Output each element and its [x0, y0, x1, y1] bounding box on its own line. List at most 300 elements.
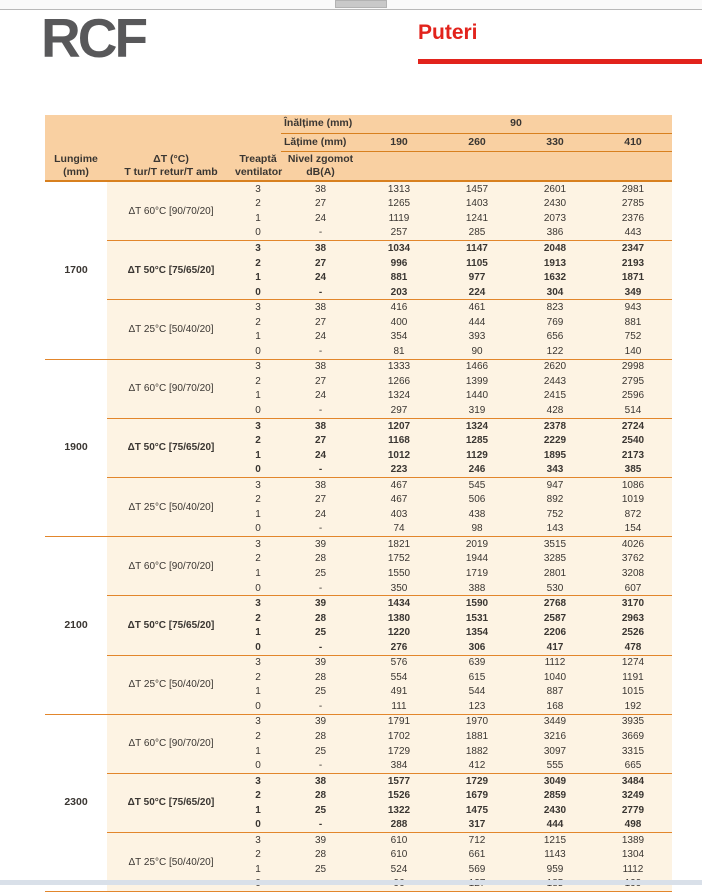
- p330-cell: 3216: [516, 729, 594, 744]
- treapta-cell: 1: [235, 625, 281, 640]
- p260-cell: 388: [438, 581, 516, 596]
- p330-cell: 3049: [516, 773, 594, 788]
- p410-cell: 2526: [594, 625, 672, 640]
- p190-cell: 81: [360, 344, 438, 359]
- p190-cell: 1380: [360, 611, 438, 626]
- col-header-delta-t: [107, 152, 235, 182]
- treapta-cell: 1: [235, 270, 281, 285]
- treapta-cell: 3: [235, 714, 281, 729]
- p410-cell: 2779: [594, 803, 672, 818]
- zgomot-cell: 27: [281, 315, 360, 330]
- p260-cell: 319: [438, 403, 516, 418]
- p190-cell: 1752: [360, 552, 438, 567]
- p410-cell: 192: [594, 699, 672, 714]
- delta-t-cell: ΔT 60°C [90/70/20]: [107, 714, 235, 773]
- p330-cell: 386: [516, 226, 594, 241]
- p190-cell: 1266: [360, 374, 438, 389]
- zgomot-cell: 24: [281, 448, 360, 463]
- p190-cell: 416: [360, 300, 438, 315]
- lungime-cell: 2100: [45, 537, 107, 715]
- p330-cell: 1913: [516, 256, 594, 271]
- p260-cell: 545: [438, 477, 516, 492]
- treapta-cell: 0: [235, 226, 281, 241]
- p190-cell: 354: [360, 329, 438, 344]
- zgomot-cell: 38: [281, 300, 360, 315]
- p410-cell: 478: [594, 640, 672, 655]
- p260-cell: 461: [438, 300, 516, 315]
- p410-cell: 3762: [594, 552, 672, 567]
- p330-cell: 3449: [516, 714, 594, 729]
- treapta-cell: 3: [235, 418, 281, 433]
- treapta-cell: 0: [235, 640, 281, 655]
- zgomot-cell: 25: [281, 625, 360, 640]
- zgomot-cell: 24: [281, 389, 360, 404]
- p410-cell: 2795: [594, 374, 672, 389]
- p260-cell: 246: [438, 462, 516, 477]
- p190-cell: 610: [360, 848, 438, 863]
- treapta-cell: 1: [235, 329, 281, 344]
- p410-cell: 1304: [594, 848, 672, 863]
- p190-cell: 467: [360, 492, 438, 507]
- p410-cell: 514: [594, 403, 672, 418]
- header-line: Lungime: [54, 153, 98, 166]
- p410-cell: 607: [594, 581, 672, 596]
- zgomot-cell: 39: [281, 714, 360, 729]
- p190-cell: 403: [360, 507, 438, 522]
- treapta-cell: 1: [235, 566, 281, 581]
- p330-cell: 304: [516, 285, 594, 300]
- p330-cell: 143: [516, 522, 594, 537]
- zgomot-cell: 27: [281, 197, 360, 212]
- zgomot-cell: 27: [281, 433, 360, 448]
- p410-cell: 3315: [594, 744, 672, 759]
- p260-cell: 569: [438, 862, 516, 877]
- p330-cell: 1143: [516, 848, 594, 863]
- p410-cell: 2981: [594, 181, 672, 197]
- zgomot-cell: 38: [281, 773, 360, 788]
- p260-cell: 285: [438, 226, 516, 241]
- bottom-strip: [0, 880, 702, 885]
- p330-cell: 2430: [516, 803, 594, 818]
- header-line: ventilator: [235, 165, 283, 178]
- p410-cell: 1191: [594, 670, 672, 685]
- p260-cell: 438: [438, 507, 516, 522]
- delta-t-cell: ΔT 25°C [50/40/20]: [107, 655, 235, 714]
- zgomot-cell: 39: [281, 537, 360, 552]
- treapta-cell: 0: [235, 699, 281, 714]
- zgomot-cell: 28: [281, 670, 360, 685]
- p190-cell: 1012: [360, 448, 438, 463]
- treapta-cell: 3: [235, 241, 281, 256]
- delta-t-cell: ΔT 25°C [50/40/20]: [107, 300, 235, 359]
- treapta-cell: 0: [235, 285, 281, 300]
- p260-cell: 506: [438, 492, 516, 507]
- treapta-cell: 2: [235, 670, 281, 685]
- p330-cell: 2768: [516, 596, 594, 611]
- treapta-cell: 0: [235, 758, 281, 773]
- table-row: [45, 537, 672, 552]
- header-row-columns: [45, 152, 672, 182]
- p260-cell: 317: [438, 818, 516, 833]
- width-col-190: 190: [360, 133, 438, 152]
- zgomot-cell: 25: [281, 862, 360, 877]
- p410-cell: 498: [594, 818, 672, 833]
- header-blank: [45, 133, 281, 152]
- header-line: T tur/T retur/T amb: [124, 165, 218, 178]
- treapta-cell: 1: [235, 507, 281, 522]
- p190-cell: 1577: [360, 773, 438, 788]
- delta-t-cell: ΔT 50°C [75/65/20]: [107, 596, 235, 655]
- p190-cell: 554: [360, 670, 438, 685]
- p260-cell: 1354: [438, 625, 516, 640]
- table-row: [45, 655, 672, 670]
- zgomot-cell: 39: [281, 655, 360, 670]
- treapta-cell: 2: [235, 848, 281, 863]
- p190-cell: 524: [360, 862, 438, 877]
- treapta-cell: 2: [235, 197, 281, 212]
- zgomot-cell: 38: [281, 359, 360, 374]
- p190-cell: 1526: [360, 788, 438, 803]
- zgomot-cell: -: [281, 462, 360, 477]
- p190-cell: 111: [360, 699, 438, 714]
- zgomot-cell: 39: [281, 596, 360, 611]
- treapta-cell: 0: [235, 462, 281, 477]
- p330-cell: 343: [516, 462, 594, 477]
- header-line: Treaptă: [239, 153, 277, 166]
- p410-cell: 2785: [594, 197, 672, 212]
- treapta-cell: 2: [235, 788, 281, 803]
- p330-cell: 2587: [516, 611, 594, 626]
- p410-cell: 881: [594, 315, 672, 330]
- p330-cell: 887: [516, 685, 594, 700]
- p190-cell: 491: [360, 685, 438, 700]
- p410-cell: 1389: [594, 833, 672, 848]
- delta-t-cell: ΔT 50°C [75/65/20]: [107, 418, 235, 477]
- p330-cell: 2378: [516, 418, 594, 433]
- p410-cell: 3935: [594, 714, 672, 729]
- zgomot-cell: 28: [281, 788, 360, 803]
- p330-cell: 3285: [516, 552, 594, 567]
- treapta-cell: 1: [235, 448, 281, 463]
- delta-t-cell: ΔT 50°C [75/65/20]: [107, 241, 235, 300]
- treapta-cell: 3: [235, 833, 281, 848]
- p410-cell: 2376: [594, 211, 672, 226]
- p330-cell: 122: [516, 344, 594, 359]
- p190-cell: 1207: [360, 418, 438, 433]
- p330-cell: 2801: [516, 566, 594, 581]
- zgomot-cell: -: [281, 818, 360, 833]
- p260-cell: 393: [438, 329, 516, 344]
- title-underline: [418, 59, 702, 64]
- p330-cell: 2206: [516, 625, 594, 640]
- zgomot-cell: 25: [281, 744, 360, 759]
- p260-cell: 1475: [438, 803, 516, 818]
- p190-cell: 384: [360, 758, 438, 773]
- zgomot-cell: -: [281, 226, 360, 241]
- zgomot-cell: -: [281, 758, 360, 773]
- p410-cell: 4026: [594, 537, 672, 552]
- p260-cell: 1881: [438, 729, 516, 744]
- p410-cell: 872: [594, 507, 672, 522]
- zgomot-cell: 27: [281, 256, 360, 271]
- p190-cell: 1322: [360, 803, 438, 818]
- p260-cell: 444: [438, 315, 516, 330]
- p410-cell: 2347: [594, 241, 672, 256]
- power-table-header: [45, 115, 672, 181]
- p260-cell: 224: [438, 285, 516, 300]
- zgomot-cell: 28: [281, 848, 360, 863]
- p410-cell: 2173: [594, 448, 672, 463]
- zgomot-cell: -: [281, 640, 360, 655]
- p410-cell: 2193: [594, 256, 672, 271]
- p190-cell: 297: [360, 403, 438, 418]
- zgomot-cell: 25: [281, 685, 360, 700]
- p330-cell: 3515: [516, 537, 594, 552]
- p260-cell: 306: [438, 640, 516, 655]
- zgomot-cell: 24: [281, 507, 360, 522]
- p330-cell: 2073: [516, 211, 594, 226]
- p190-cell: 1434: [360, 596, 438, 611]
- zgomot-cell: 27: [281, 374, 360, 389]
- p330-cell: 2601: [516, 181, 594, 197]
- table-row: [45, 714, 672, 729]
- p260-cell: 639: [438, 655, 516, 670]
- table-row: [45, 596, 672, 611]
- treapta-cell: 2: [235, 729, 281, 744]
- zgomot-cell: 27: [281, 492, 360, 507]
- p190-cell: 1791: [360, 714, 438, 729]
- p190-cell: 223: [360, 462, 438, 477]
- p410-cell: 154: [594, 522, 672, 537]
- zgomot-cell: 28: [281, 552, 360, 567]
- treapta-cell: 0: [235, 522, 281, 537]
- p410-cell: 140: [594, 344, 672, 359]
- p260-cell: 1882: [438, 744, 516, 759]
- p190-cell: 74: [360, 522, 438, 537]
- treapta-cell: 3: [235, 477, 281, 492]
- p330-cell: 1112: [516, 655, 594, 670]
- lungime-cell: 1700: [45, 181, 107, 359]
- p260-cell: 1719: [438, 566, 516, 581]
- p260-cell: 1241: [438, 211, 516, 226]
- zgomot-cell: 28: [281, 611, 360, 626]
- table-row: [45, 359, 672, 374]
- inaltime-label: Înălțime (mm): [281, 115, 360, 133]
- p410-cell: 1086: [594, 477, 672, 492]
- latime-label: Lățime (mm): [281, 133, 360, 152]
- p260-cell: 2019: [438, 537, 516, 552]
- p330-cell: 2430: [516, 197, 594, 212]
- zgomot-cell: 24: [281, 211, 360, 226]
- treapta-cell: 2: [235, 433, 281, 448]
- zgomot-cell: -: [281, 581, 360, 596]
- p330-cell: 2620: [516, 359, 594, 374]
- p190-cell: 1220: [360, 625, 438, 640]
- header-line: dB(A): [306, 166, 335, 178]
- p410-cell: 1871: [594, 270, 672, 285]
- p330-cell: 2229: [516, 433, 594, 448]
- p330-cell: 1215: [516, 833, 594, 848]
- p190-cell: 1729: [360, 744, 438, 759]
- p330-cell: 168: [516, 699, 594, 714]
- treapta-cell: 2: [235, 611, 281, 626]
- zgomot-cell: -: [281, 285, 360, 300]
- table-row: [45, 773, 672, 788]
- zgomot-cell: -: [281, 403, 360, 418]
- p190-cell: 610: [360, 833, 438, 848]
- treapta-cell: 0: [235, 581, 281, 596]
- p410-cell: 1015: [594, 685, 672, 700]
- p410-cell: 752: [594, 329, 672, 344]
- p190-cell: 1265: [360, 197, 438, 212]
- p410-cell: 3208: [594, 566, 672, 581]
- p260-cell: 615: [438, 670, 516, 685]
- delta-t-cell: ΔT 60°C [90/70/20]: [107, 537, 235, 596]
- treapta-cell: 3: [235, 655, 281, 670]
- p190-cell: 288: [360, 818, 438, 833]
- p410-cell: 2724: [594, 418, 672, 433]
- rcf-logo: RCF: [41, 7, 146, 69]
- p260-cell: 1729: [438, 773, 516, 788]
- table-row: [45, 477, 672, 492]
- p190-cell: 1324: [360, 389, 438, 404]
- p190-cell: 400: [360, 315, 438, 330]
- p330-cell: 1895: [516, 448, 594, 463]
- delta-t-cell: ΔT 60°C [90/70/20]: [107, 181, 235, 241]
- p190-cell: 1034: [360, 241, 438, 256]
- p260-cell: 544: [438, 685, 516, 700]
- p260-cell: 1531: [438, 611, 516, 626]
- p260-cell: 98: [438, 522, 516, 537]
- col-header-treapta: [235, 152, 281, 182]
- zgomot-cell: 28: [281, 729, 360, 744]
- p330-cell: 2415: [516, 389, 594, 404]
- delta-t-cell: ΔT 60°C [90/70/20]: [107, 359, 235, 418]
- table-row: [45, 181, 672, 197]
- p260-cell: 712: [438, 833, 516, 848]
- p410-cell: 385: [594, 462, 672, 477]
- p330-cell: 2443: [516, 374, 594, 389]
- zgomot-cell: -: [281, 344, 360, 359]
- treapta-cell: 3: [235, 181, 281, 197]
- p260-cell: 1440: [438, 389, 516, 404]
- p190-cell: 1313: [360, 181, 438, 197]
- p410-cell: 1112: [594, 862, 672, 877]
- zgomot-cell: 38: [281, 418, 360, 433]
- col-header-nivel: [281, 152, 360, 182]
- treapta-cell: 2: [235, 492, 281, 507]
- p330-cell: 2048: [516, 241, 594, 256]
- zgomot-cell: 38: [281, 181, 360, 197]
- p330-cell: 417: [516, 640, 594, 655]
- zgomot-cell: 24: [281, 329, 360, 344]
- header-row-inaltime: [45, 115, 672, 133]
- p330-cell: 892: [516, 492, 594, 507]
- p260-cell: 1590: [438, 596, 516, 611]
- p190-cell: 1119: [360, 211, 438, 226]
- p410-cell: 943: [594, 300, 672, 315]
- header-line: ΔT (°C): [153, 153, 189, 166]
- p260-cell: 661: [438, 848, 516, 863]
- p190-cell: 467: [360, 477, 438, 492]
- p190-cell: 257: [360, 226, 438, 241]
- p330-cell: 656: [516, 329, 594, 344]
- p190-cell: 1702: [360, 729, 438, 744]
- treapta-cell: 1: [235, 744, 281, 759]
- p260-cell: 1970: [438, 714, 516, 729]
- p260-cell: 1399: [438, 374, 516, 389]
- width-col-330: 330: [516, 133, 594, 152]
- p260-cell: 1129: [438, 448, 516, 463]
- p330-cell: 1632: [516, 270, 594, 285]
- p410-cell: 665: [594, 758, 672, 773]
- zgomot-cell: -: [281, 522, 360, 537]
- scrollbar-thumb[interactable]: [335, 0, 387, 8]
- p190-cell: 276: [360, 640, 438, 655]
- p410-cell: 3484: [594, 773, 672, 788]
- p260-cell: 1457: [438, 181, 516, 197]
- treapta-cell: 2: [235, 374, 281, 389]
- table-row: [45, 300, 672, 315]
- zgomot-cell: 25: [281, 566, 360, 581]
- width-col-410: 410: [594, 133, 672, 152]
- power-table-body: [45, 181, 672, 892]
- zgomot-cell: 25: [281, 803, 360, 818]
- p190-cell: 203: [360, 285, 438, 300]
- zgomot-cell: 24: [281, 270, 360, 285]
- treapta-cell: 1: [235, 685, 281, 700]
- p330-cell: 530: [516, 581, 594, 596]
- table-row: [45, 418, 672, 433]
- p190-cell: 1168: [360, 433, 438, 448]
- p260-cell: 1403: [438, 197, 516, 212]
- p190-cell: 1550: [360, 566, 438, 581]
- p330-cell: 444: [516, 818, 594, 833]
- section-title: Puteri: [418, 21, 478, 44]
- treapta-cell: 3: [235, 359, 281, 374]
- header-line: Nivel zgomot: [287, 153, 354, 166]
- header-row-latime: [45, 133, 672, 152]
- col-header-lungime: [45, 152, 107, 182]
- zgomot-cell: -: [281, 699, 360, 714]
- p410-cell: 2540: [594, 433, 672, 448]
- treapta-cell: 2: [235, 256, 281, 271]
- p260-cell: 1944: [438, 552, 516, 567]
- lungime-cell: 2300: [45, 714, 107, 892]
- treapta-cell: 1: [235, 862, 281, 877]
- p410-cell: 1274: [594, 655, 672, 670]
- lungime-cell: 1900: [45, 359, 107, 537]
- p330-cell: 959: [516, 862, 594, 877]
- p330-cell: 428: [516, 403, 594, 418]
- p330-cell: 1040: [516, 670, 594, 685]
- p260-cell: 977: [438, 270, 516, 285]
- delta-t-cell: ΔT 25°C [50/40/20]: [107, 477, 235, 536]
- p260-cell: 412: [438, 758, 516, 773]
- zgomot-cell: 38: [281, 477, 360, 492]
- p190-cell: 576: [360, 655, 438, 670]
- header-blank: [45, 115, 281, 133]
- p330-cell: 823: [516, 300, 594, 315]
- p330-cell: 3097: [516, 744, 594, 759]
- p260-cell: 1285: [438, 433, 516, 448]
- zgomot-cell: 38: [281, 241, 360, 256]
- p330-cell: 947: [516, 477, 594, 492]
- delta-t-cell: ΔT 50°C [75/65/20]: [107, 773, 235, 832]
- treapta-cell: 3: [235, 300, 281, 315]
- treapta-cell: 1: [235, 211, 281, 226]
- treapta-cell: 3: [235, 596, 281, 611]
